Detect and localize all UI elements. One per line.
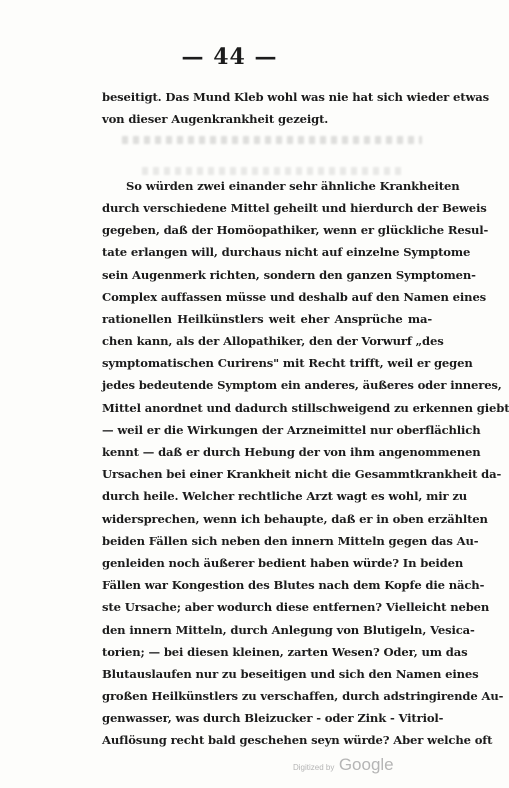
bleed-through-smudge	[142, 167, 402, 175]
text-line: Ursachen bei einer Krankheit nicht die Gesammtkrankheit da-	[102, 467, 502, 482]
text-line: durch verschiedene Mittel geheilt und hierdurch der Beweis	[102, 200, 487, 215]
text-line: Fällen war Kongestion des Blutes nach dem Kopfe die näch-	[102, 578, 485, 593]
text-line: rationellen Heilkünstlers weit eher Ansprüche ma-	[102, 311, 432, 326]
text-line: Blutauslaufen nur zu beseitigen und sich den Namen eines	[102, 666, 479, 681]
text-line: sein Augenmerk richten, sondern den ganzen Symptomen-	[102, 267, 476, 282]
body-text	[102, 86, 509, 752]
watermark-brand: Google	[338, 755, 394, 774]
text-line: symptomatischen Curirens" mit Recht trifft, weil er gegen	[102, 356, 473, 371]
text-line: genwasser, was durch Bleizucker - oder Zink - Vitriol-	[102, 711, 444, 726]
text-line: den innern Mitteln, durch Anlegung von Blutigeln, Vesica-	[102, 622, 475, 637]
watermark-prefix: Digitized by	[293, 763, 335, 772]
text-line: ste Ursache; aber wodurch diese entfernen? Vielleicht neben	[102, 600, 490, 615]
text-line: großen Heilkünstlers zu verschaffen, durch adstringirende Au-	[102, 689, 504, 704]
page-number: — 44 —	[181, 44, 278, 70]
text-line: So würden zwei einander sehr ähnliche Krankheiten	[126, 178, 460, 193]
text-line: beseitigt. Das Mund Kleb wohl was nie hat sich wieder etwas	[102, 90, 490, 104]
bleed-through-gap	[102, 153, 432, 175]
text-line: jedes bedeutende Symptom ein anderes, äußeres oder inneres,	[102, 378, 502, 393]
text-line: — weil er die Wirkungen der Arzneimittel nur oberflächlich	[102, 422, 481, 437]
text-line: genleiden noch äußerer bedient haben würde? In beiden	[102, 555, 464, 570]
text-line: gegeben, daß der Homöopathiker, wenn er glückliche Resul-	[102, 223, 489, 238]
bleed-through-gap	[102, 130, 432, 152]
text-line: kennt — daß er durch Hebung der von ihm angenommenen	[102, 445, 481, 459]
bleed-through-smudge	[122, 136, 422, 144]
text-line: tate erlangen will, durchaus nicht auf einzelne Symptome	[102, 245, 471, 260]
text-line: chen kann, als der Allopathiker, den der Vorwurf „des	[102, 334, 444, 349]
text-line: Complex auffassen müsse und deshalb auf den Namen eines	[102, 289, 487, 304]
text-line: torien; — bei diesen kleinen, zarten Wesen? Oder, um das	[102, 644, 468, 659]
text-line: Auflösung recht bald geschehen seyn würde? Aber welche oft	[102, 733, 493, 748]
text-line: beiden Fällen sich neben den innern Mitteln gegen das Au-	[102, 533, 479, 548]
text-line: Mittel anordnet und dadurch stillschweigend zu erkennen giebt	[102, 400, 509, 415]
text-line: von dieser Augenkrankheit gezeigt.	[102, 112, 329, 127]
text-line: widersprechen, wenn ich behaupte, daß er in oben erzählten	[102, 511, 488, 526]
digitized-by-google-watermark	[293, 755, 394, 775]
text-line: durch heile. Welcher rechtliche Arzt wagt es wohl, mir zu	[102, 489, 468, 504]
